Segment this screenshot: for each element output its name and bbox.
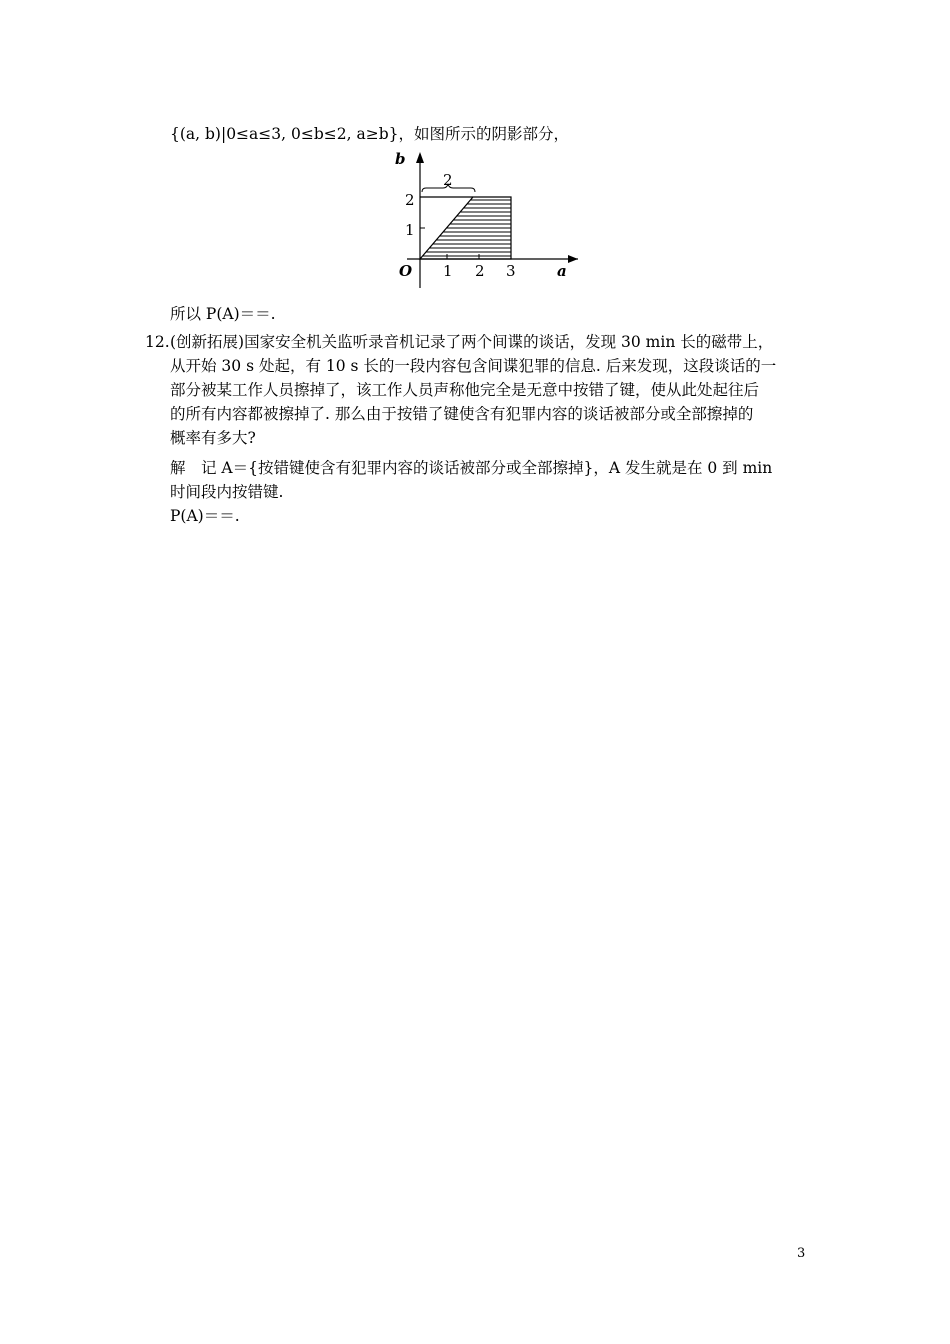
x-axis-arrow [568, 255, 578, 263]
solution-line-2: 时间段内按错键. [170, 483, 284, 501]
question-line-5: 概率有多大? [170, 429, 256, 447]
probability-result-line: 所以 P(A)＝＝. [170, 305, 276, 323]
y-tick-2: 2 [405, 191, 415, 209]
y-axis-arrow [416, 152, 424, 163]
set-definition-line: {(a, b)|0≤a≤3, 0≤b≤2, a≥b}，如图所示的阴影部分， [170, 125, 569, 143]
page-number: 3 [797, 1246, 806, 1261]
shaded-region-figure [385, 148, 585, 288]
brace-label: 2 [443, 171, 453, 189]
question-number: 12. [145, 333, 170, 351]
x-tick-2: 2 [475, 262, 485, 280]
solution-line-1: 解 记 A＝{按错键使含有犯罪内容的谈话被部分或全部擦掉}，A 发生就是在 0 到 min [170, 459, 773, 477]
solution-line-3: P(A)＝＝. [170, 507, 240, 525]
y-axis-label: b [395, 150, 406, 168]
x-tick-3: 3 [506, 262, 516, 280]
question-line-3: 部分被某工作人员擦掉了，该工作人员声称他完全是无意中按错了键，使从此处起往后 [170, 381, 760, 399]
origin-label: O [399, 262, 413, 280]
question-line-2: 从开始 30 s 处起，有 10 s 长的一段内容包含间谍犯罪的信息. 后来发现，这段谈话的一 [170, 357, 777, 375]
x-axis-label: a [557, 262, 567, 280]
x-tick-1: 1 [443, 262, 453, 280]
question-line-1: (创新拓展)国家安全机关监听录音机记录了两个间谍的谈话，发现 30 min 长的磁带上， [170, 333, 774, 351]
question-line-4: 的所有内容都被擦掉了. 那么由于按错了键使含有犯罪内容的谈话被部分或全部擦掉的 [170, 405, 754, 423]
y-tick-1: 1 [405, 221, 415, 239]
